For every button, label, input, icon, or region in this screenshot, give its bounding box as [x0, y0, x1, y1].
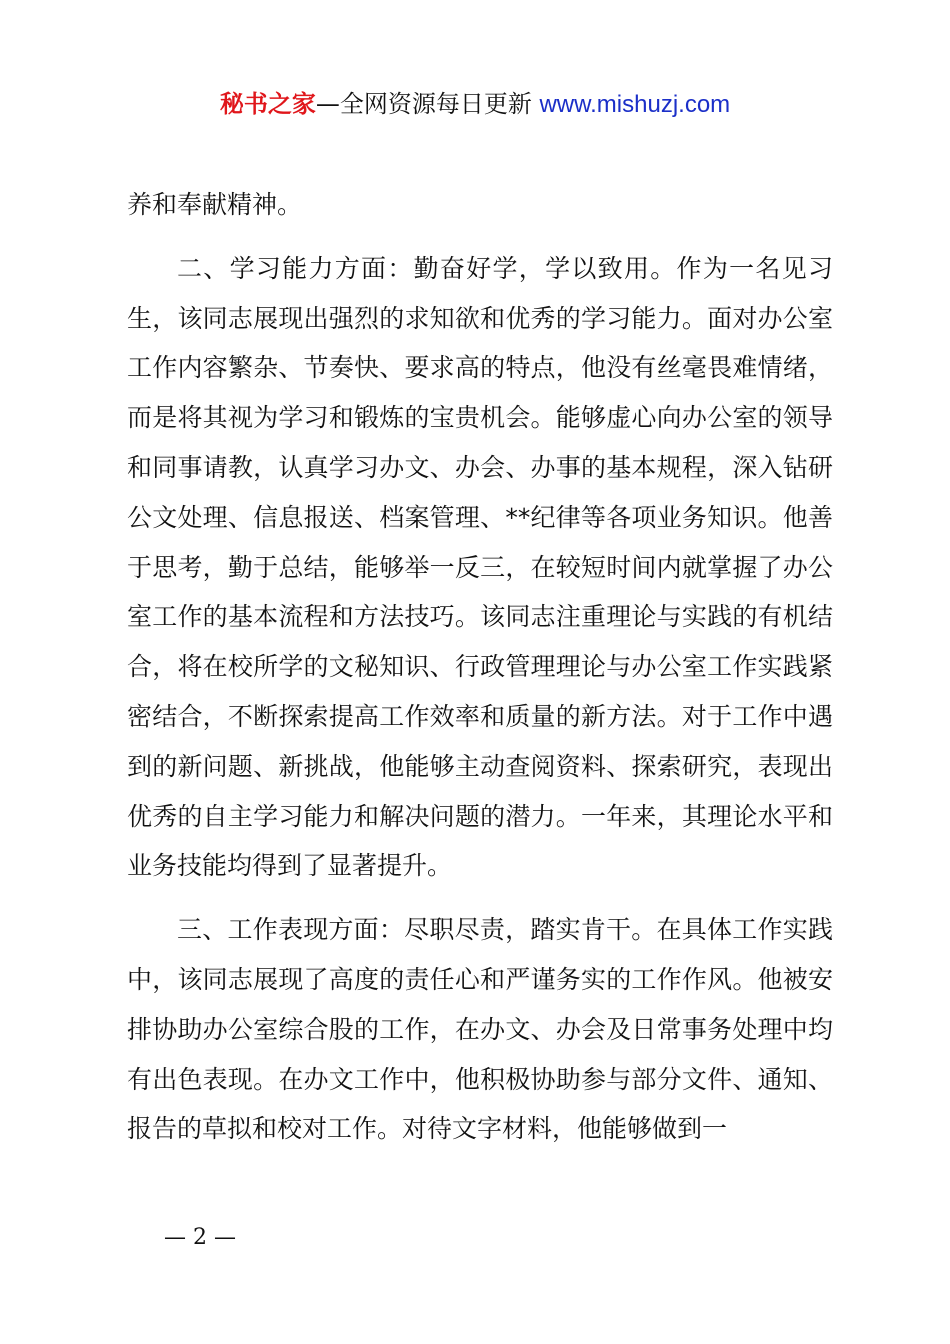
section-heading-learning: 二、学习能力方面：勤奋好学，学以致用。	[177, 253, 677, 283]
site-url[interactable]: www.mishuzj.com	[539, 91, 731, 118]
paragraph-continuation	[127, 180, 833, 230]
page-number: — 2 —	[164, 1225, 236, 1250]
section-heading-work: 三、工作表现方面：尽职尽责，踏实肯干。	[177, 915, 657, 945]
site-tagline: —全网资源每日更新	[315, 90, 540, 118]
paragraph-learning-ability	[127, 244, 833, 891]
paragraph-work-performance	[127, 905, 833, 1154]
site-brand: 秘书之家	[219, 90, 316, 118]
paragraph-text: 养和奉献精神。	[127, 190, 303, 219]
document-body	[127, 180, 833, 1154]
paragraph-text: 在具体工作实践中，该同志展现了高度的责任心和严谨务实的工作作风。他被安排协助办公室综合股的工作，在办文、办会及日常事务处理中均有出色表现。在办文工作中，他积极协助参与部分文件、通知、报告的草拟和校对工作。对待文字材料，他能够做到一	[127, 915, 833, 1144]
paragraph-text: 作为一名见习生，该同志展现出强烈的求知欲和优秀的学习能力。面对办公室工作内容繁杂、节奏快、要求高的特点，他没有丝毫畏难情绪，而是将其视为学习和锻炼的宝贵机会。能够虚心向办公室的领导和同事请教，认真学习办文、办会、办事的基本规程，深入钻研公文处理、信息报送、档案管理、**纪律等各项业务知识。他善于思考，勤于总结，能够举一反三，在较短时间内就掌握了办公室工作的基本流程和方法技巧。该同志注重理论与实践的有机结合，将在校所学的文秘知识、行政管理理论与办公室工作实践紧密结合，不断探索提高工作效率和质量的新方法。对于工作中遇到的新问题、新挑战，他能够主动查阅资料、探索研究，表现出优秀的自主学习能力和解决问题的潜力。一年来，其理论水平和业务技能均得到了显著提升。	[127, 253, 833, 881]
site-header	[0, 86, 950, 123]
